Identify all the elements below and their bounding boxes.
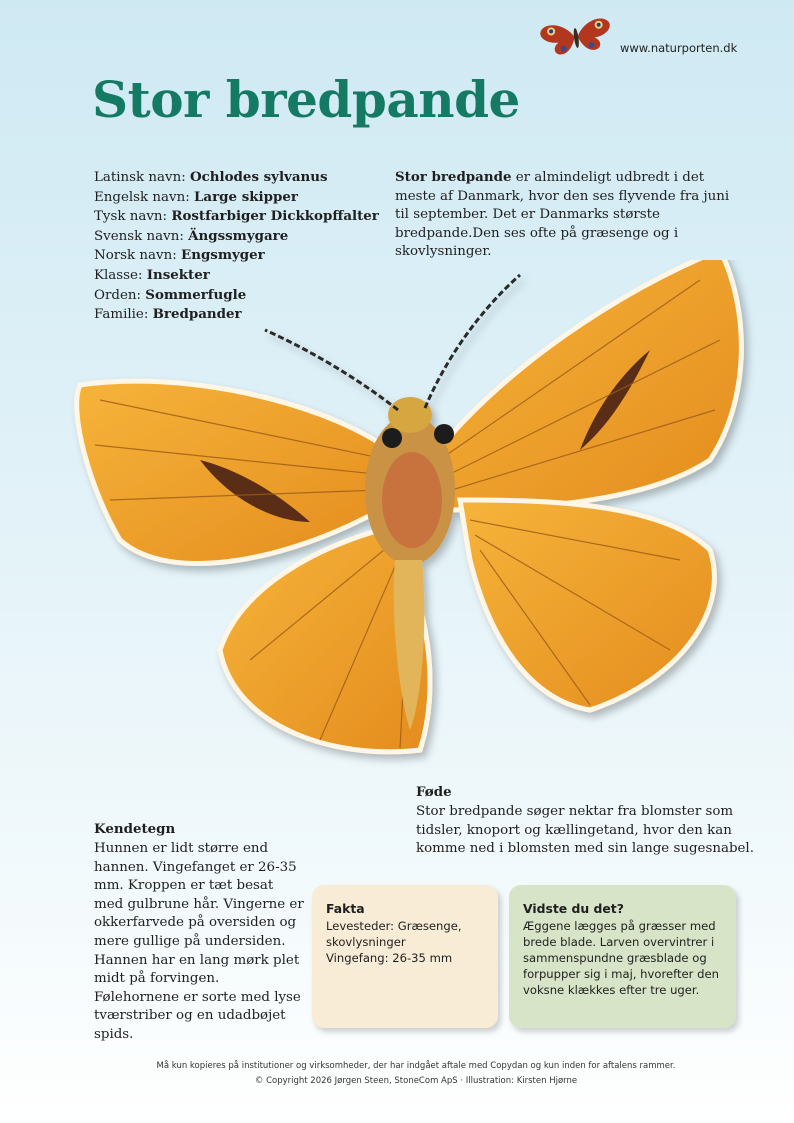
fact-row-english: [94, 188, 394, 208]
fact-label: Familie:: [94, 307, 153, 323]
fakta-habitat: Levesteder: Græsenge, skovlysninger: [326, 919, 462, 949]
fact-value: Ängssmygare: [188, 227, 289, 244]
fact-label: Klasse:: [94, 267, 147, 283]
fact-label: Norsk navn:: [94, 248, 181, 264]
fakta-box: [312, 885, 498, 1028]
fact-value: Rostfarbiger Dickkopffalter: [171, 208, 379, 225]
large-skipper-butterfly-illustration: [60, 260, 760, 780]
fact-label: Orden:: [94, 287, 146, 303]
fakta-box-title: Fakta: [326, 901, 365, 916]
footer-copyright: © Copyright 2026 Jørgen Steen, StoneCom ApS · Illustration: Kirsten Hjørne: [254, 1076, 578, 1086]
intro-text: er almindeligt udbredt i det meste af Danmark, hvor den ses flyvende fra juni til september. Det er Danmarks største bredpande.Den ses ofte på græsenge og i skovlysninger.: [395, 170, 730, 260]
fact-label: Latinsk navn:: [94, 170, 190, 185]
food-paragraph: Stor bredpande søger nektar fra blomster som tidsler, knoport og kællingetand, hvor den kan komme ned i blomsten med sin lange sugesnabel.: [416, 804, 754, 857]
fact-value: Bredpander: [152, 306, 242, 323]
intro-paragraph: [395, 168, 745, 262]
did-you-know-text: Æggene lægges på græsser med brede blade. Larven overvintrer i sammenspundne græsblade og forpupper sig i maj, hvorefter den voksne klækkes efter tre uger.: [523, 919, 719, 997]
intro-lead: Stor bredpande: [395, 169, 512, 185]
peacock-butterfly-logo-icon: [536, 14, 616, 58]
fact-value: Large skipper: [194, 188, 298, 205]
page-title: Stor bredpande: [92, 70, 520, 129]
did-you-know-title: Vidste du det?: [523, 901, 624, 916]
characteristics-paragraph: Hunnen er lidt større end hannen. Vingefanget er 26-35 mm. Kroppen er tæt besat med gulbrune hår. Vingerne er okkerfarvede på oversiden og mere gullige på undersiden. Hannen har en lang mørk plet midt på forvingen. Følehornene er sorte med lyse tværstriber og en udadbøjet spids.: [94, 841, 304, 1042]
food-heading: Føde: [416, 784, 452, 800]
fact-label: Svensk navn:: [94, 228, 189, 244]
fact-value: Insekter: [146, 266, 210, 283]
fact-row-latin: [94, 168, 394, 188]
site-url[interactable]: www.naturporten.dk: [620, 41, 738, 55]
fact-value: Sommerfugle: [145, 286, 247, 303]
fact-value: Engsmyger: [181, 247, 265, 264]
fact-label: Engelsk navn:: [94, 189, 194, 205]
fact-row-swedish: [94, 227, 394, 247]
fakta-wingspan: Vingefang: 26-35 mm: [326, 951, 453, 965]
fact-value: Ochlodes sylvanus: [189, 169, 328, 185]
fact-label: Tysk navn:: [94, 209, 172, 225]
fact-row-german: [94, 207, 394, 227]
characteristics-heading: Kendetegn: [94, 821, 176, 837]
did-you-know-box: [509, 885, 736, 1028]
footer-copy-notice: Må kun kopieres på institutioner og virksomheder, der har indgået aftale med Copydan og kun inden for aftalens rammer.: [156, 1061, 676, 1071]
